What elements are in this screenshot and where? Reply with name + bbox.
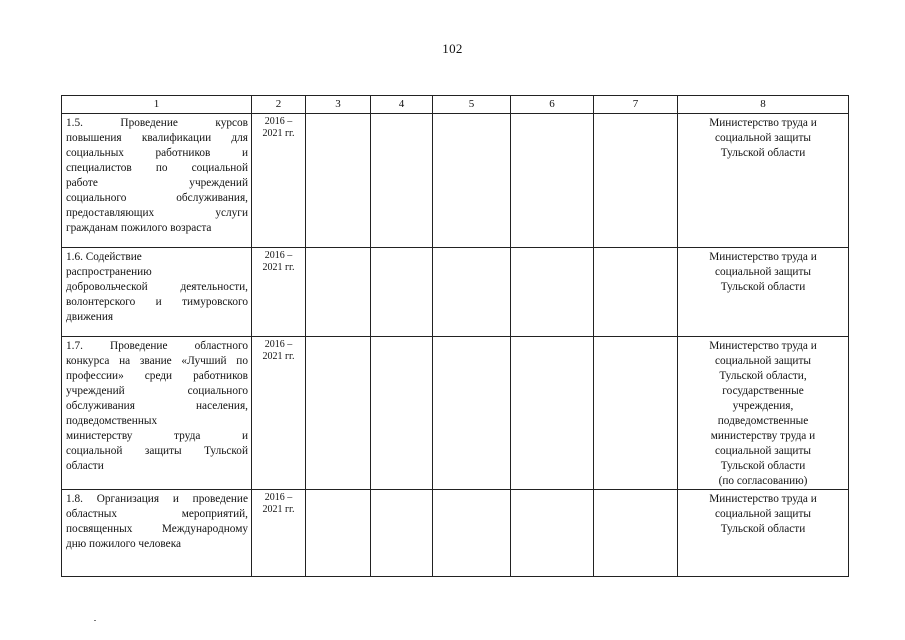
- column-header: 5: [433, 96, 511, 114]
- task-text-line: профессии» среди работников: [66, 370, 248, 382]
- task-text-line: специалистов по социальной: [66, 162, 248, 174]
- task-text-line: конкурса на звание «Лучший по: [66, 355, 248, 367]
- column-header: 7: [594, 96, 678, 114]
- org-text-line: Министерство труда и: [709, 493, 817, 505]
- column-header: 8: [678, 96, 849, 114]
- empty-cell: [306, 248, 371, 337]
- column-header: 2: [252, 96, 306, 114]
- term-text-line: 2021 гг.: [262, 262, 295, 273]
- task-text-line: 1.7. Проведение областного: [66, 340, 248, 352]
- term-text-line: 2021 гг.: [262, 504, 295, 515]
- task-text-line: социальных работников и: [66, 147, 248, 159]
- term-cell: [252, 114, 306, 248]
- task-text-line: областных мероприятий,: [66, 508, 248, 520]
- empty-cell: [306, 337, 371, 490]
- task-text-line: министерству труда и: [66, 430, 248, 442]
- empty-cell: [511, 337, 594, 490]
- org-text-line: государственные: [722, 385, 804, 397]
- empty-cell: [511, 248, 594, 337]
- term-cell: [252, 490, 306, 577]
- org-text-line: Тульской области: [720, 460, 806, 472]
- task-text-line: дню пожилого человека: [66, 538, 182, 550]
- task-text-line: добровольческой деятельности,: [66, 281, 248, 293]
- task-text-line: 1.5. Проведение курсов: [66, 117, 248, 129]
- empty-cell: [433, 337, 511, 490]
- task-text-line: работе учреждений: [66, 177, 248, 189]
- empty-cell: [594, 248, 678, 337]
- empty-cell: [511, 490, 594, 577]
- empty-cell: [306, 490, 371, 577]
- term-text-line: 2016 –: [264, 116, 293, 127]
- org-text-line: Тульской области: [720, 523, 806, 535]
- term-text-line: 2016 –: [264, 339, 293, 350]
- column-header: 6: [511, 96, 594, 114]
- term-text-line: 2016 –: [264, 250, 293, 261]
- empty-cell: [371, 490, 433, 577]
- task-text-line: гражданам пожилого возраста: [66, 222, 212, 234]
- task-text-line: волонтерского и тимуровского: [66, 296, 248, 308]
- table-row: [62, 114, 849, 248]
- table-row: [62, 248, 849, 337]
- responsible-org-cell: [678, 337, 849, 490]
- task-text-line: распространению: [66, 266, 152, 278]
- table-header-row: [62, 96, 849, 114]
- empty-cell: [594, 114, 678, 248]
- org-text-line: социальной защиты: [715, 266, 811, 278]
- task-text-line: социальной защиты Тульской: [66, 445, 248, 457]
- empty-cell: [306, 114, 371, 248]
- org-text-line: социальной защиты: [715, 445, 811, 457]
- org-text-line: социальной защиты: [715, 508, 811, 520]
- org-text-line: Министерство труда и: [709, 340, 817, 352]
- page-number: 102: [442, 41, 463, 56]
- task-text-line: 1.6. Содействие: [66, 251, 142, 263]
- org-text-line: Тульской области: [720, 147, 806, 159]
- task-text-line: движения: [66, 311, 114, 323]
- activities-table: [61, 95, 849, 577]
- task-cell: [62, 490, 252, 577]
- scan-speck: [94, 620, 96, 621]
- org-text-line: учреждения,: [732, 400, 794, 412]
- responsible-org-cell: [678, 248, 849, 337]
- task-cell: [62, 337, 252, 490]
- org-text-line: Тульской области,: [719, 370, 807, 382]
- task-text-line: учреждений социального: [66, 385, 248, 397]
- task-text-line: посвященных Международному: [66, 523, 248, 535]
- table-row: [62, 337, 849, 490]
- task-text-line: предоставляющих услуги: [66, 207, 248, 219]
- empty-cell: [511, 114, 594, 248]
- empty-cell: [371, 114, 433, 248]
- empty-cell: [371, 248, 433, 337]
- org-text-line: (по согласованию): [718, 475, 808, 487]
- responsible-org-cell: [678, 490, 849, 577]
- term-text-line: 2021 гг.: [262, 351, 295, 362]
- column-header: 3: [306, 96, 371, 114]
- task-text-line: повышения квалификации для: [66, 132, 248, 144]
- task-text-line: подведомственных: [66, 415, 158, 427]
- org-text-line: Министерство труда и: [709, 117, 817, 129]
- empty-cell: [433, 248, 511, 337]
- empty-cell: [594, 490, 678, 577]
- org-text-line: подведомственные: [717, 415, 809, 427]
- term-cell: [252, 248, 306, 337]
- term-text-line: 2016 –: [264, 492, 293, 503]
- task-text-line: 1.8. Организация и проведение: [66, 493, 248, 505]
- term-cell: [252, 337, 306, 490]
- column-header: 4: [371, 96, 433, 114]
- empty-cell: [371, 337, 433, 490]
- org-text-line: социальной защиты: [715, 132, 811, 144]
- task-cell: [62, 248, 252, 337]
- responsible-org-cell: [678, 114, 849, 248]
- task-text-line: социального обслуживания,: [66, 192, 248, 204]
- empty-cell: [594, 337, 678, 490]
- term-text-line: 2021 гг.: [262, 128, 295, 139]
- empty-cell: [433, 490, 511, 577]
- org-text-line: Министерство труда и: [709, 251, 817, 263]
- table-row: [62, 490, 849, 577]
- org-text-line: министерству труда и: [710, 430, 816, 442]
- column-header: 1: [62, 96, 252, 114]
- task-text-line: обслуживания населения,: [66, 400, 248, 412]
- org-text-line: Тульской области: [720, 281, 806, 293]
- task-text-line: области: [66, 460, 104, 472]
- empty-cell: [433, 114, 511, 248]
- org-text-line: социальной защиты: [715, 355, 811, 367]
- task-cell: [62, 114, 252, 248]
